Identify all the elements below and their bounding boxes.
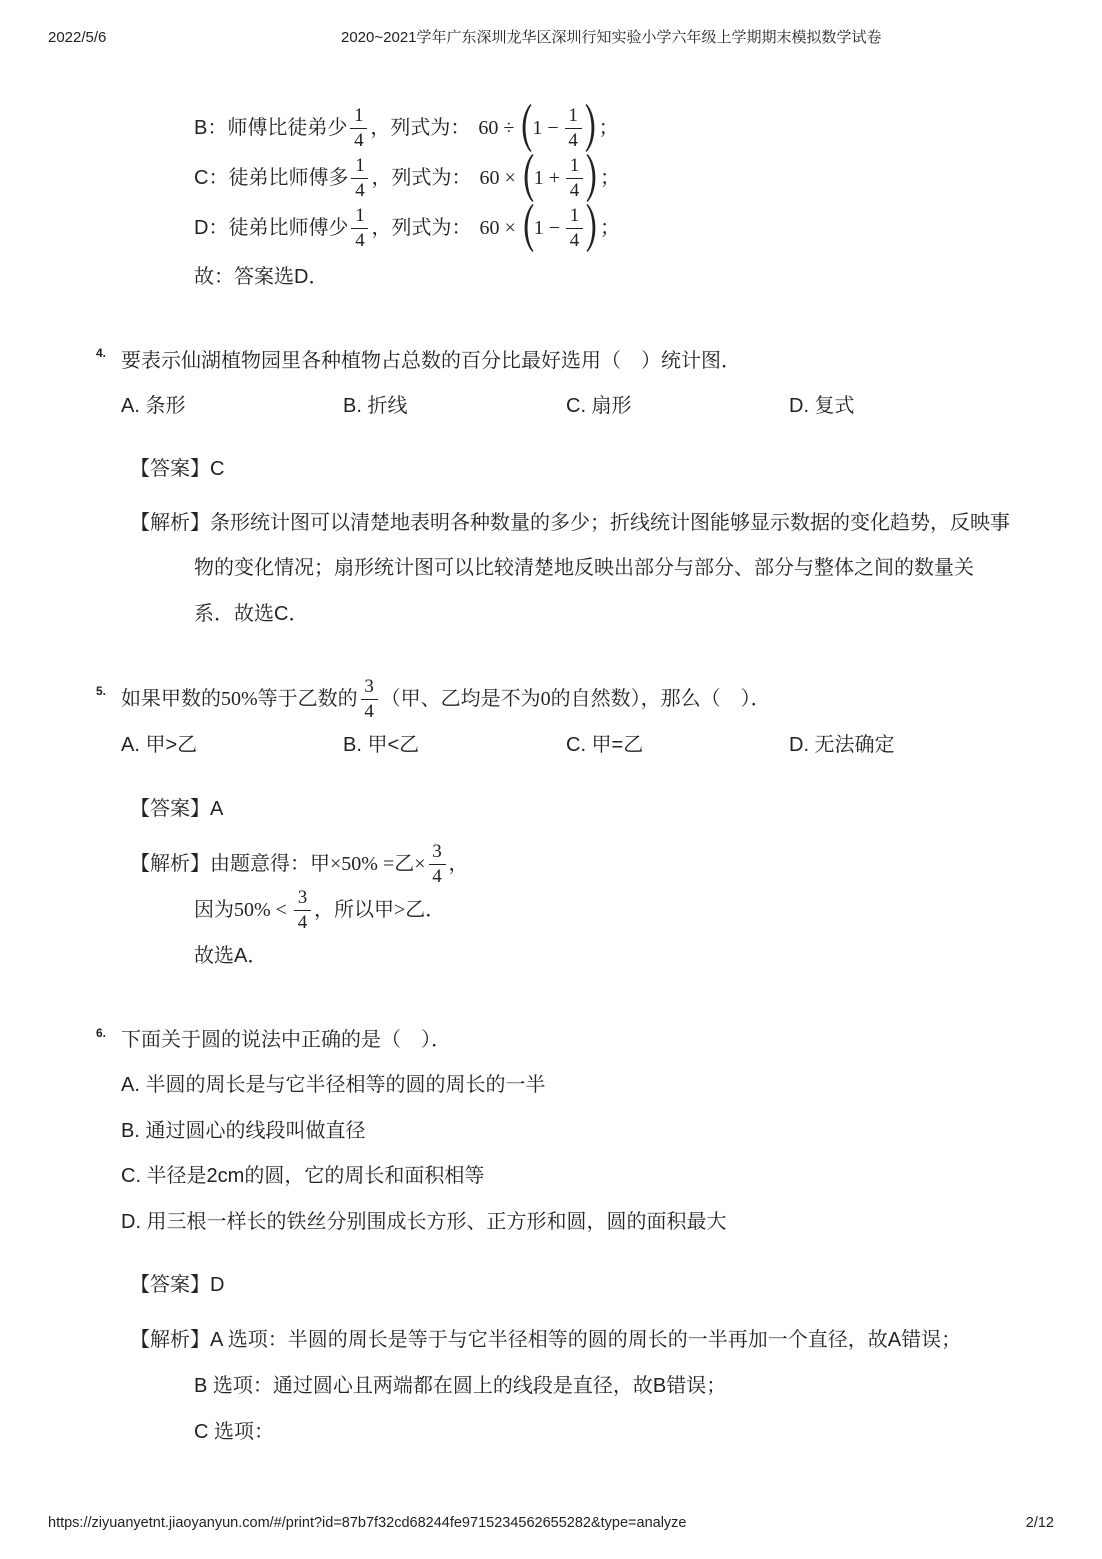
fraction-numerator: 3: [432, 840, 442, 862]
analysis-math: 50% <: [234, 899, 287, 921]
analysis-label: 【解析】: [130, 512, 210, 534]
analysis-text: 条形统计图可以清楚地表明各种数量的多少；折线统计图能够显示数据的变化趋势，反映事: [210, 512, 1010, 534]
analysis-label: 【解析】: [130, 853, 210, 875]
fraction: [566, 206, 583, 251]
analysis-text: 因为: [194, 899, 234, 921]
line-b-inner: 1 −: [532, 117, 559, 139]
fraction-denominator: 4: [565, 128, 582, 151]
print-date: 2022/5/6: [48, 29, 107, 46]
fraction-numerator: 1: [569, 204, 580, 226]
option-c: C. 半径是2cm的圆，它的周长和面积相等: [121, 1165, 485, 1187]
solution-line-d: [194, 202, 620, 254]
option-a: A. 甲>乙: [121, 734, 198, 756]
line-b-expression: 60 ÷: [478, 117, 515, 139]
option-d: D. 无法确定: [789, 734, 895, 756]
analysis-line: [130, 509, 1010, 537]
option-a: A. 半圆的周长是与它半径相等的圆的周长的一半: [121, 1074, 546, 1096]
analysis-text: ，: [448, 853, 469, 875]
analysis-text: C 选项：: [194, 1421, 274, 1443]
fraction-numerator: 3: [297, 886, 308, 908]
fraction-denominator: 4: [351, 228, 368, 251]
left-parenthesis: [518, 103, 532, 153]
stem-text: （甲、乙均是不为: [380, 688, 541, 710]
question-number: 4.: [96, 346, 107, 360]
right-parenthesis: [586, 203, 600, 253]
analysis-label: 【解析】: [130, 1329, 210, 1351]
line-b-mid: ，列式为：: [370, 117, 471, 139]
line-c-mid: ，列式为：: [371, 167, 472, 189]
fraction: [429, 842, 446, 887]
analysis-text: 故选A．: [194, 945, 268, 967]
fraction-numerator: 1: [354, 104, 364, 126]
answer-value: C: [210, 458, 225, 480]
option-b: B. 折线: [343, 395, 408, 417]
line-c-inner: 1 +: [533, 167, 561, 189]
analysis-text: 乙: [394, 853, 415, 875]
fraction-numerator: 1: [355, 154, 365, 176]
line-d-expression: 60 ×: [479, 217, 516, 239]
fraction-denominator: 4: [429, 864, 446, 887]
stem-text: 的自然数），那么（ ）．: [550, 688, 771, 710]
option-b: B. 甲<乙: [343, 734, 420, 756]
answer-value: D: [210, 1274, 225, 1296]
answer-label: 【答案】: [130, 798, 210, 820]
question-number: 5.: [96, 684, 107, 698]
stem-text: 等于乙数的: [257, 688, 358, 710]
fraction-denominator: 4: [350, 128, 367, 151]
line-d-lead: D：徒弟比师傅少: [194, 217, 349, 239]
fraction-numerator: 1: [355, 204, 365, 226]
answer-line: [130, 795, 223, 823]
stem-text: 如果甲数的: [121, 688, 221, 710]
analysis-text: B 选项：通过圆心且两端都在圆上的线段是直径，故B错误；: [194, 1375, 727, 1397]
question-number: 6.: [96, 1026, 107, 1040]
line-d-end: ；: [600, 217, 621, 239]
fraction: [351, 156, 368, 201]
fraction-numerator: 3: [364, 675, 374, 697]
fraction-numerator: 1: [569, 154, 580, 176]
solution-line-c: [194, 152, 620, 204]
option-b: B. 通过圆心的线段叫做直径: [121, 1120, 366, 1142]
fraction: [566, 156, 583, 201]
analysis-math: ×50% =: [330, 853, 395, 875]
fraction-denominator: 4: [566, 178, 583, 201]
analysis-text: 物的变化情况；扇形统计图可以比较清楚地反映出部分与部分、部分与整体之间的数量关: [194, 557, 974, 579]
question-stem: [121, 676, 771, 722]
page-url: https://ziyuanyetnt.jiaoyanyun.com/#/print?id=87b7f32cd68244fe9715234562655282&type=analyze: [48, 1515, 687, 1531]
fraction-denominator: 4: [351, 178, 368, 201]
fraction-numerator: 1: [568, 104, 578, 126]
option-d: D. 用三根一样长的铁丝分别围成长方形、正方形和圆，圆的面积最大: [121, 1211, 727, 1233]
line-c-end: ；: [600, 167, 621, 189]
fraction-denominator: 4: [361, 699, 378, 722]
left-parenthesis: [520, 153, 534, 203]
document-title: 2020~2021学年广东深圳龙华区深圳行知实验小学六年级上学期期末模拟数学试卷: [341, 29, 882, 46]
line-c-lead: C：徒弟比师傅多: [194, 167, 349, 189]
fraction: [565, 106, 582, 151]
line-b-lead: B：师傅比徒弟少: [194, 117, 348, 139]
analysis-text: A 选项：半圆的周长是等于与它半径相等的圆的周长的一半再加一个直径，故A错误；: [210, 1329, 962, 1351]
analysis-math: ×: [414, 853, 426, 875]
analysis-line: [130, 1326, 961, 1354]
solution-conclusion: 故：答案选D．: [194, 266, 329, 288]
analysis-text: 乙．: [405, 899, 446, 921]
fraction: [294, 888, 311, 933]
line-b-end: ；: [598, 117, 619, 139]
fraction: [361, 677, 378, 722]
option-c: C. 扇形: [566, 395, 632, 417]
question-stem: 下面关于圆的说法中正确的是（ ）．: [121, 1029, 451, 1051]
fraction-denominator: 4: [566, 228, 583, 251]
answer-line: [130, 455, 224, 483]
page-number: 2/12: [1025, 1515, 1054, 1531]
fraction: [350, 106, 367, 151]
line-c-expression: 60 ×: [479, 167, 516, 189]
answer-label: 【答案】: [130, 458, 210, 480]
fraction: [351, 206, 368, 251]
analysis-text: 由题意得：甲: [210, 853, 330, 875]
line-d-inner: 1 −: [533, 217, 561, 239]
option-d: D. 复式: [789, 395, 855, 417]
right-parenthesis: [585, 103, 599, 153]
analysis-text: ，所以甲: [313, 899, 394, 921]
analysis-math: >: [393, 899, 406, 921]
right-parenthesis: [586, 153, 600, 203]
answer-line: [130, 1271, 224, 1299]
stem-math: 50%: [221, 688, 258, 710]
solution-line-b: [194, 102, 619, 154]
analysis-text: 系．故选C．: [194, 603, 309, 625]
answer-label: 【答案】: [130, 1274, 210, 1296]
question-stem: 要表示仙湖植物园里各种植物占总数的百分比最好选用（ ）统计图．: [121, 350, 741, 372]
stem-math: 0: [540, 688, 551, 710]
line-d-mid: ，列式为：: [371, 217, 472, 239]
left-parenthesis: [520, 203, 534, 253]
answer-value: A: [210, 798, 224, 820]
option-a: A. 条形: [121, 395, 186, 417]
option-c: C. 甲=乙: [566, 734, 644, 756]
analysis-line: [194, 887, 445, 933]
fraction-denominator: 4: [294, 910, 311, 933]
analysis-line: [130, 841, 469, 887]
